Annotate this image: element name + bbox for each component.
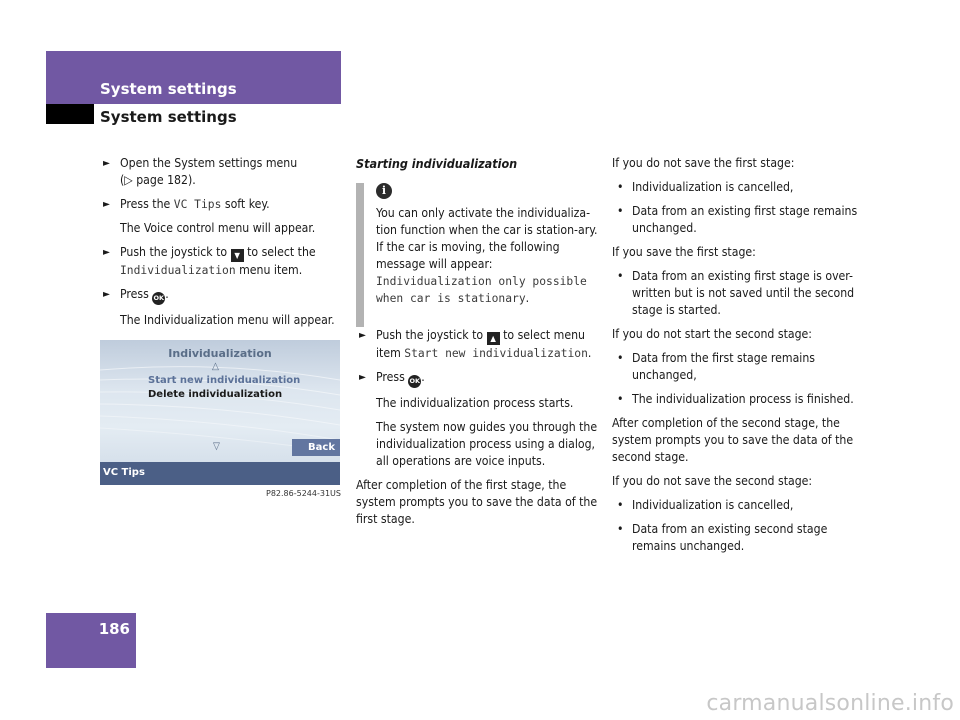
scroll-up-icon: △	[212, 361, 219, 372]
paragraph: If you save the first stage:	[612, 245, 756, 259]
screen-title: Individualization	[168, 347, 272, 360]
down-arrow-icon: ▼	[231, 249, 244, 262]
info-icon: i	[376, 183, 392, 199]
step-result: The individualization process starts.	[376, 396, 574, 410]
info-message: Individualization only possible when car is stationary	[376, 275, 587, 305]
page-ref-icon: ▷	[124, 173, 133, 187]
bullet-item: • Data from the first stage remains unchanged,	[617, 351, 816, 382]
ok-button-icon: OK	[408, 375, 421, 388]
watermark: carmanualsonline.info	[706, 691, 954, 716]
bullet-icon: •	[617, 522, 624, 536]
step-result: The Individualization menu will appear.	[120, 313, 335, 327]
header-title: System settings	[100, 80, 237, 98]
section-heading: Starting individualization	[356, 156, 518, 171]
figure-caption: P82.86-5244-31US	[266, 489, 341, 498]
vc-tips-key: VC Tips	[173, 198, 222, 211]
step-arrow-icon: ►	[103, 289, 110, 300]
bullet-icon: •	[617, 180, 624, 194]
step-vc-tips: ► Press the VC Tips soft key.	[103, 197, 270, 211]
menu-item-delete[interactable]: Delete individualization	[148, 389, 283, 400]
step-arrow-icon: ►	[103, 247, 110, 258]
page-number: 186	[98, 620, 130, 638]
step-result: The Voice control menu will appear.	[120, 221, 316, 235]
step-open-menu: ► Open the System settings menu (▷ page 182).	[103, 156, 298, 187]
bullet-icon: •	[617, 204, 624, 218]
info-box	[356, 183, 598, 307]
back-button[interactable]: Back	[292, 439, 340, 456]
softkey-bar	[100, 462, 340, 485]
bullet-item: • Individualization is cancelled,	[617, 180, 794, 194]
individualization-screen	[100, 340, 340, 485]
paragraph: After completion of the first stage, the system prompts you to save the data of the first stage.	[356, 478, 598, 526]
page-ref-link[interactable]: page 182).	[136, 173, 196, 187]
paragraph: If you do not save the second stage:	[612, 474, 813, 488]
ok-button-icon: OK	[152, 292, 165, 305]
up-arrow-icon: ▲	[487, 332, 500, 345]
info-bar	[356, 183, 364, 327]
paragraph: If you do not save the first stage:	[612, 156, 795, 170]
menu-item-start-new[interactable]: Start new individualization	[148, 375, 301, 386]
step-arrow-icon: ►	[359, 330, 366, 341]
bullet-icon: •	[617, 269, 624, 283]
info-text: You can only activate the individualiza-tion function when the car is station-ary. If the car is moving, the following message will appear: Individualization only possible when car is stationary.	[376, 206, 598, 305]
step-joystick-up: ► Push the joystick to ▲ to select menu item Start new individualization.	[359, 328, 592, 360]
step-joystick-down: ► Push the joystick to ▼ to select the Individualization menu item.	[103, 245, 316, 277]
bullet-item: • Data from an existing first stage is over-written but is not saved until the second stage is started.	[617, 269, 855, 317]
right-column	[612, 155, 860, 562]
start-new-item: Start new individualization	[404, 347, 588, 360]
header-black-tab	[46, 104, 94, 124]
bullet-icon: •	[617, 498, 624, 512]
bullet-icon: •	[617, 392, 624, 406]
header-subtitle: System settings	[100, 108, 237, 126]
step-arrow-icon: ►	[103, 199, 110, 210]
paragraph: If you do not start the second stage:	[612, 327, 812, 341]
paragraph: After completion of the second stage, the system prompts you to save the data of the second stage.	[612, 416, 854, 464]
bullet-item: • Individualization is cancelled,	[617, 498, 794, 512]
individualization-item: Individualization	[120, 264, 236, 277]
step-press-ok: ► Press OK.	[100, 286, 340, 305]
bullet-item: • Data from an existing first stage remains unchanged.	[617, 204, 858, 235]
bullet-item: • Data from an existing second stage remains unchanged.	[617, 522, 828, 553]
scroll-down-icon: ▽	[213, 441, 220, 452]
left-column	[100, 155, 340, 336]
bullet-icon: •	[617, 351, 624, 365]
step-arrow-icon: ►	[359, 372, 366, 383]
vc-tips-softkey[interactable]: VC Tips	[103, 467, 145, 478]
step-press-ok: ► Press OK.	[356, 369, 598, 388]
step-result: The system now guides you through the individualization process using a dialog, all operations are voice inputs.	[376, 420, 598, 468]
middle-column	[356, 155, 598, 535]
step-arrow-icon: ►	[103, 158, 110, 169]
bullet-item: • The individualization process is finished.	[617, 392, 854, 406]
